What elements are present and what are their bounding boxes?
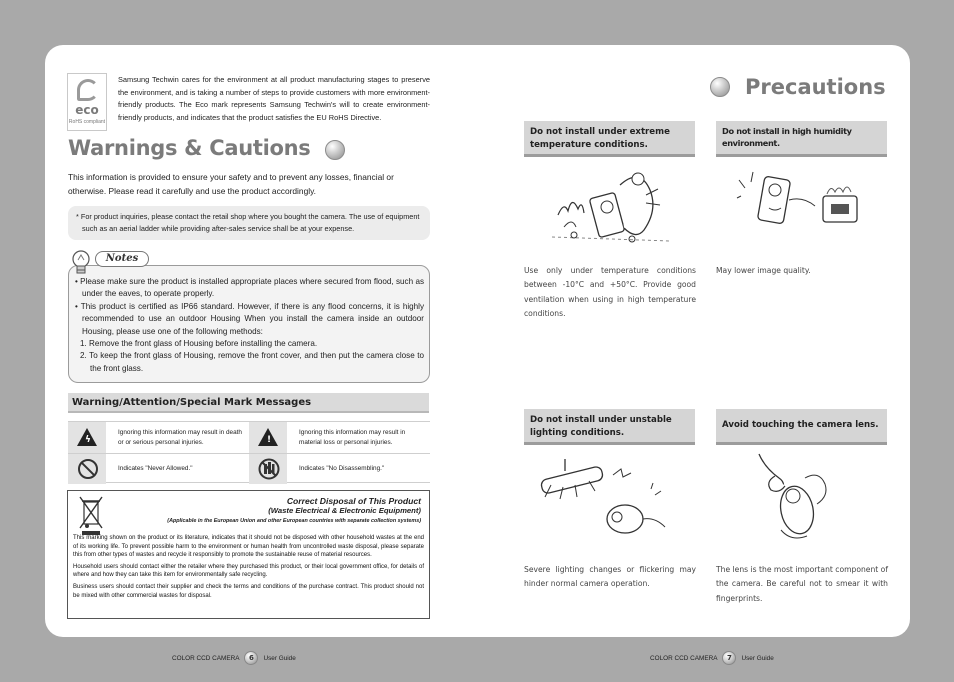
lens-touch-illustration bbox=[745, 450, 835, 550]
footer-product: COLOR CCD CAMERA bbox=[172, 654, 240, 662]
title-bullet-icon bbox=[710, 77, 730, 97]
page-title-warnings: Warnings & Cautions bbox=[68, 136, 311, 160]
weee-subtitle: (Waste Electrical & Electronic Equipment) bbox=[268, 506, 421, 515]
weee-title: Correct Disposal of This Product bbox=[286, 496, 421, 506]
weee-paragraph-1: This marking shown on the product or its literature, indicates that it should not be disposed with other household wastes at the end of its working life. To prevent possible harm to the environment or human health from uncontrolled waste disposal, please separate this from other types of wastes and recycle it responsibly to promote the sustainable reuse of material resources. bbox=[73, 535, 424, 559]
weee-disposal-box bbox=[67, 490, 430, 619]
crossed-bin-icon bbox=[78, 495, 104, 537]
weee-paragraph-2: Household users should contact either the retailer where they purchased this product, or their local government office, for details of where and how they can take this item for environmentally safe recycling. bbox=[73, 563, 424, 579]
eco-description: Samsung Techwin cares for the environment at all product manufacturing stages to preserve the environment, and is taking a number of steps to provide customers with more environment-friendly products. The Eco mark represents Samsung Techwin's will to create environment-friendly products, and indicates that the product satisfies the EU RoHS Directive. bbox=[118, 75, 430, 122]
tip-head-humidity: Do not install in high humidity environment. bbox=[716, 121, 887, 157]
tip-head-temperature: Do not install under extreme temperature conditions. bbox=[524, 121, 695, 157]
eco-logo bbox=[67, 73, 107, 131]
symbol-row-never bbox=[68, 454, 248, 485]
lightning-icon: ϟ bbox=[85, 435, 91, 445]
symbol-row-caution bbox=[249, 422, 430, 453]
never-text: Indicates "Never Allowed." bbox=[118, 465, 193, 472]
note-step-2: 2. To keep the front glass of Housing, remove the front cover, and then put the camera close to the front glass. bbox=[80, 351, 424, 373]
humidity-illustration bbox=[735, 160, 865, 240]
note-step-1: 1. Remove the front glass of Housing before installing the camera. bbox=[80, 339, 318, 349]
exclamation-icon: ! bbox=[267, 435, 272, 445]
danger-text: Ignoring this information may result in death or or serious personal injuries. bbox=[118, 428, 242, 446]
footer-right bbox=[650, 651, 774, 665]
notes-label: Notes bbox=[95, 251, 149, 267]
tip-text-lighting: Severe lighting changes or flickering may hinder normal camera operation. bbox=[524, 565, 696, 589]
title-bullet-icon bbox=[325, 140, 345, 160]
tip-head-lens: Avoid touching the camera lens. bbox=[716, 409, 887, 445]
tip-text-humidity: May lower image quality. bbox=[716, 266, 811, 275]
lightbulb-icon bbox=[70, 249, 92, 279]
prohibited-icon bbox=[78, 459, 98, 479]
footer-guide: User Guide bbox=[263, 654, 296, 662]
footer-product: COLOR CCD CAMERA bbox=[650, 654, 718, 662]
eco-logo-sub: RoHS compliant bbox=[68, 119, 106, 125]
page-title-precautions: Precautions bbox=[745, 75, 886, 99]
caution-text: Ignoring this information may result in material loss or personal injuries. bbox=[299, 428, 406, 446]
weee-body bbox=[73, 534, 424, 603]
symbol-row-nodisassemble bbox=[249, 454, 430, 485]
notes-list bbox=[74, 276, 424, 375]
note-item-2: • This product is certified as IP66 standard. However, if there is any flood concerns, it is highly recommended to use an outdoor Housing When you install the camera inside an outdoor Housing, please use one of the following methods: bbox=[75, 301, 424, 336]
note-item-1: • Please make sure the product is installed appropriate places where secured from flood, such as under the eaves, to operate properly. bbox=[75, 277, 424, 299]
tip-text-temperature: Use only under temperature conditions between -10°C and +50°C. Provide good ventilation when using in high temperature conditions. bbox=[524, 266, 696, 319]
footer-left bbox=[172, 651, 296, 665]
section-title-marks: Warning/Attention/Special Mark Messages bbox=[68, 393, 429, 413]
no-disassemble-icon bbox=[258, 458, 280, 480]
intro-text: This information is provided to ensure your safety and to prevent any losses, financial or otherwise. Please read it carefully and use the product accordingly. bbox=[68, 172, 394, 196]
weee-paragraph-3: Business users should contact their supplier and check the terms and conditions of the purchase contract. This product should not be mixed with other commercial wastes for disposal. bbox=[73, 583, 424, 599]
eco-logo-word: eco bbox=[75, 103, 99, 117]
page-number: 7 bbox=[722, 651, 736, 665]
nodisassemble-text: Indicates "No Disassembling." bbox=[299, 465, 385, 472]
temperature-illustration bbox=[550, 165, 675, 250]
tip-head-lighting: Do not install under unstable lighting conditions. bbox=[524, 409, 695, 445]
tip-text-lens: The lens is the most important component of the camera. Be careful not to smear it with fingerprints. bbox=[716, 565, 888, 603]
symbol-table bbox=[68, 421, 430, 483]
inquiry-note: * For product inquiries, please contact the retail shop where you bought the camera. The use of equipment such as an aerial ladder while providing after-sales service shall be at your expense. bbox=[68, 206, 430, 240]
page-number: 6 bbox=[244, 651, 258, 665]
lighting-illustration bbox=[535, 455, 675, 545]
eco-leaf-icon bbox=[77, 79, 99, 101]
weee-applicability: (Applicable in the European Union and other European countries with separate collection systems) bbox=[167, 518, 421, 524]
footer-guide: User Guide bbox=[741, 654, 774, 662]
symbol-row-danger bbox=[68, 422, 248, 453]
